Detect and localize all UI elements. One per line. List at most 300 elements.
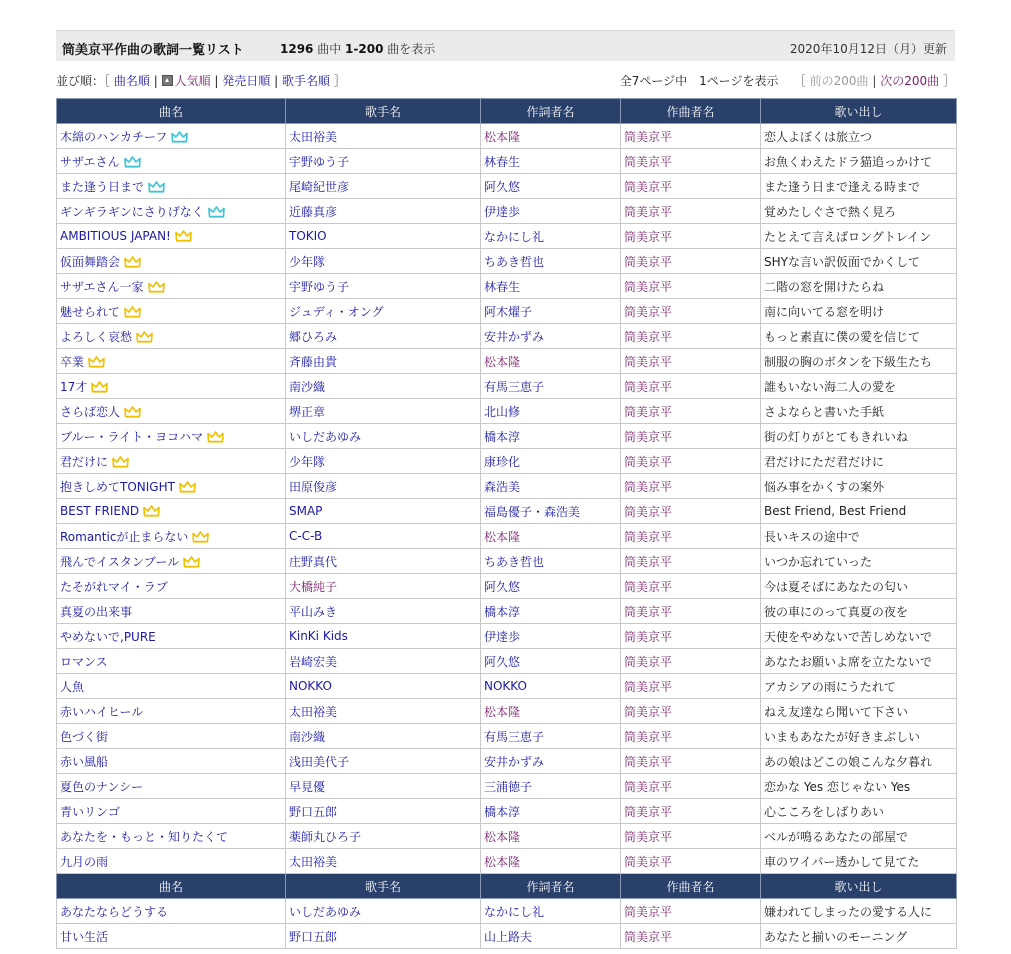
composer-link[interactable]: 筒美京平: [624, 204, 673, 219]
song-title-link[interactable]: あなたならどうする: [60, 904, 169, 919]
lyricist-cell: [481, 349, 621, 374]
composer-cell: [621, 474, 761, 499]
singer-link[interactable]: TOKIO: [289, 229, 327, 243]
singer-link[interactable]: 田原俊彦: [289, 479, 338, 494]
song-title-link[interactable]: ギンギラギンにさりげなく: [60, 204, 204, 219]
composer-cell: [621, 649, 761, 674]
opening-lyrics: お魚くわえたドラ猫追っかけて: [764, 154, 933, 169]
composer-link[interactable]: 筒美京平: [624, 504, 673, 519]
table-row: [57, 524, 957, 549]
composer-cell: [621, 624, 761, 649]
composer-cell: [621, 349, 761, 374]
table-row: [57, 649, 957, 674]
total-count: 1296: [280, 42, 314, 56]
lyricist-link[interactable]: 安井かずみ: [484, 754, 545, 769]
singer-cell: [286, 174, 481, 199]
composer-link[interactable]: 筒美京平: [624, 529, 673, 544]
composer-link[interactable]: 筒美京平: [624, 379, 673, 394]
composer-cell: [621, 599, 761, 624]
opening-cell: [761, 124, 957, 149]
opening-cell: [761, 924, 957, 949]
singer-cell: [286, 474, 481, 499]
singer-cell: [286, 374, 481, 399]
song-title-link[interactable]: やめないで,PURE: [60, 629, 156, 644]
singer-link[interactable]: 南沙織: [289, 729, 326, 744]
lyricist-cell: [481, 549, 621, 574]
lyricist-cell: [481, 399, 621, 424]
opening-lyrics: 恋人よぼくは旅立つ: [764, 129, 873, 144]
opening-lyrics: 街の灯りがとてもきれいね: [764, 429, 909, 444]
singer-cell: [286, 349, 481, 374]
composer-link[interactable]: 筒美京平: [624, 629, 673, 644]
count-end: 曲を表示: [383, 42, 436, 56]
lyricist-link[interactable]: 松本隆: [484, 854, 521, 869]
lyricist-link[interactable]: 松本隆: [484, 529, 521, 544]
singer-link[interactable]: 太田裕美: [289, 129, 338, 144]
sort-separator: |: [214, 74, 219, 88]
singer-cell: [286, 124, 481, 149]
lyricist-cell: [481, 824, 621, 849]
opening-cell: [761, 524, 957, 549]
composer-cell: [621, 299, 761, 324]
composer-link[interactable]: 筒美京平: [624, 904, 673, 919]
lyricist-link[interactable]: なかにし礼: [484, 904, 545, 919]
title-cell: [57, 624, 286, 649]
lyricist-link[interactable]: 阿木燿子: [484, 304, 533, 319]
composer-link[interactable]: 筒美京平: [624, 679, 673, 694]
table-row: [57, 174, 957, 199]
lyricist-link[interactable]: 松本隆: [484, 354, 521, 369]
singer-link[interactable]: 尾崎紀世彦: [289, 179, 350, 194]
song-title-link[interactable]: たそがれマイ・ラブ: [60, 579, 168, 594]
composer-link[interactable]: 筒美京平: [624, 429, 673, 444]
table-row: [57, 349, 957, 374]
song-title-link[interactable]: 真夏の出来事: [60, 604, 133, 619]
crown-icon: [124, 406, 141, 418]
singer-link[interactable]: 少年隊: [289, 254, 326, 269]
opening-cell: [761, 249, 957, 274]
column-header: 歌い出し: [761, 874, 957, 899]
title-cell: [57, 124, 286, 149]
title-cell: [57, 774, 286, 799]
composer-cell: [621, 174, 761, 199]
opening-lyrics: アカシアの雨にうたれて: [764, 679, 896, 694]
table-row: [57, 624, 957, 649]
lyricist-link[interactable]: 松本隆: [484, 704, 521, 719]
composer-link[interactable]: 筒美京平: [624, 829, 673, 844]
title-cell: [57, 849, 286, 874]
song-title-link[interactable]: ブルー・ライト・ヨコハマ: [60, 429, 204, 444]
singer-cell: [286, 749, 481, 774]
lyricist-link[interactable]: 橋本淳: [484, 804, 521, 819]
singer-link[interactable]: 南沙織: [289, 379, 326, 394]
song-title-link[interactable]: 人魚: [60, 679, 85, 694]
title-cell: [57, 324, 286, 349]
singer-link[interactable]: SMAP: [289, 504, 323, 518]
composer-link[interactable]: 筒美京平: [624, 404, 673, 419]
song-title-link[interactable]: 仮面舞踏会: [60, 254, 121, 269]
song-title-link[interactable]: よろしく哀愁: [60, 329, 133, 344]
singer-cell: [286, 924, 481, 949]
title-cell: [57, 524, 286, 549]
composer-link[interactable]: 筒美京平: [624, 779, 673, 794]
song-title-link[interactable]: 卒業: [60, 354, 85, 369]
lyricist-cell: [481, 724, 621, 749]
opening-cell: [761, 349, 957, 374]
composer-cell: [621, 124, 761, 149]
song-title-link[interactable]: あなたを・もっと・知りたくて: [60, 829, 229, 844]
crown-icon: [192, 531, 209, 543]
opening-cell: [761, 324, 957, 349]
lyricist-link[interactable]: 三浦徳子: [484, 779, 533, 794]
song-title-link[interactable]: 抱きしめてTONIGHT: [60, 479, 175, 494]
lyricist-link[interactable]: 橋本淳: [484, 429, 521, 444]
lyricist-link[interactable]: 森浩美: [484, 479, 521, 494]
composer-cell: [621, 924, 761, 949]
composer-link[interactable]: 筒美京平: [624, 304, 673, 319]
composer-link[interactable]: 筒美京平: [624, 579, 673, 594]
singer-link[interactable]: 薬師丸ひろ子: [289, 829, 362, 844]
composer-cell: [621, 574, 761, 599]
composer-cell: [621, 324, 761, 349]
composer-cell: [621, 224, 761, 249]
singer-link[interactable]: いしだあゆみ: [289, 904, 362, 919]
singer-link[interactable]: いしだあゆみ: [289, 429, 362, 444]
singer-cell: [286, 524, 481, 549]
lyricist-cell: [481, 799, 621, 824]
table-row: [57, 774, 957, 799]
opening-lyrics: 天使をやめないで苦しめないで: [764, 629, 933, 644]
table-row: [57, 824, 957, 849]
lyricist-link[interactable]: NOKKO: [484, 679, 527, 693]
singer-link[interactable]: 少年隊: [289, 454, 326, 469]
lyricist-cell: [481, 424, 621, 449]
lyricist-cell: [481, 924, 621, 949]
table-row: [57, 599, 957, 624]
singer-link[interactable]: 浅田美代子: [289, 754, 350, 769]
table-row: [57, 249, 957, 274]
lyricist-link[interactable]: 橋本淳: [484, 604, 521, 619]
lyricist-cell: [481, 499, 621, 524]
singer-link[interactable]: ジュディ・オング: [289, 304, 384, 319]
singer-link[interactable]: 庄野真代: [289, 554, 338, 569]
singer-link[interactable]: NOKKO: [289, 679, 332, 693]
title-cell: [57, 424, 286, 449]
composer-link[interactable]: 筒美京平: [624, 329, 673, 344]
title-cell: [57, 274, 286, 299]
opening-lyrics: また逢う日まで逢える時まで: [764, 179, 921, 194]
singer-cell: [286, 599, 481, 624]
singer-link[interactable]: 宇野ゆう子: [289, 154, 350, 169]
lyricist-link[interactable]: 康珍化: [484, 454, 521, 469]
opening-cell: [761, 849, 957, 874]
opening-lyrics: あなたお願いよ席を立たないで: [764, 654, 933, 669]
sort-bar: [56, 72, 346, 89]
range-count: 1-200: [345, 42, 384, 56]
title-cell: [57, 799, 286, 824]
composer-cell: [621, 749, 761, 774]
lyricist-link[interactable]: 山上路夫: [484, 929, 533, 944]
composer-link[interactable]: 筒美京平: [624, 929, 673, 944]
singer-link[interactable]: KinKi Kids: [289, 629, 348, 643]
lyrics-table: [56, 98, 957, 949]
crown-icon: [171, 131, 188, 143]
opening-lyrics: いまもあなたが好きまぶしい: [764, 729, 921, 744]
opening-cell: [761, 674, 957, 699]
next-page-link[interactable]: 次の200曲: [880, 74, 940, 88]
composer-link[interactable]: 筒美京平: [624, 854, 673, 869]
column-header: 曲名: [57, 99, 286, 124]
lyricist-link[interactable]: ちあき哲也: [484, 554, 545, 569]
table-header-row: [57, 99, 957, 124]
opening-lyrics: SHYな言い訳仮面でかくして: [764, 254, 920, 269]
opening-lyrics: 君だけにただ君だけに: [764, 454, 885, 469]
lyricist-cell: [481, 849, 621, 874]
opening-cell: [761, 299, 957, 324]
opening-cell: [761, 649, 957, 674]
lyricist-cell: [481, 649, 621, 674]
lyricist-link[interactable]: 阿久悠: [484, 179, 521, 194]
composer-link[interactable]: 筒美京平: [624, 604, 673, 619]
crown-icon: [88, 356, 105, 368]
title-cell: [57, 699, 286, 724]
sort-active-icon: [162, 75, 173, 86]
lyricist-link[interactable]: 林春生: [484, 154, 521, 169]
composer-link[interactable]: 筒美京平: [624, 179, 673, 194]
composer-link[interactable]: 筒美京平: [624, 479, 673, 494]
title-cell: [57, 924, 286, 949]
lyricist-cell: [481, 774, 621, 799]
singer-cell: [286, 574, 481, 599]
opening-cell: [761, 799, 957, 824]
singer-link[interactable]: 斉藤由貴: [289, 354, 338, 369]
singer-link[interactable]: 大橋純子: [289, 579, 338, 594]
composer-link[interactable]: 筒美京平: [624, 754, 673, 769]
title-cell: [57, 299, 286, 324]
sort-by-title-link[interactable]: 曲名順: [113, 74, 150, 88]
opening-cell: [761, 199, 957, 224]
song-title-link[interactable]: 17才: [60, 379, 88, 394]
title-cell: [57, 674, 286, 699]
lyricist-link[interactable]: 林春生: [484, 279, 521, 294]
lyricist-cell: [481, 299, 621, 324]
opening-lyrics: 恋かな Yes 恋じゃない Yes: [764, 779, 911, 794]
lyricist-cell: [481, 224, 621, 249]
song-title-link[interactable]: 飛んでイスタンブール: [60, 554, 180, 569]
singer-cell: [286, 824, 481, 849]
sort-suffix: ］: [333, 74, 346, 88]
lyricist-link[interactable]: なかにし礼: [484, 229, 545, 244]
singer-link[interactable]: 堺正章: [289, 404, 326, 419]
lyricist-cell: [481, 449, 621, 474]
opening-cell: [761, 274, 957, 299]
opening-lyrics: 覚めたしぐさで熱く見ろ: [764, 204, 897, 219]
sort-separator: |: [274, 74, 279, 88]
opening-cell: [761, 824, 957, 849]
singer-cell: [286, 674, 481, 699]
opening-cell: [761, 374, 957, 399]
opening-lyrics: 誰もいない海二人の愛を: [764, 379, 897, 394]
sort-prefix: 並び順：［: [56, 74, 111, 88]
updated-date: 2020年10月12日（月）更新: [789, 42, 947, 56]
title-cell: [57, 374, 286, 399]
opening-lyrics: ねえ友達なら聞いて下さい: [764, 704, 909, 719]
lyricist-link[interactable]: 伊達歩: [484, 204, 521, 219]
lyricist-cell: [481, 374, 621, 399]
composer-link[interactable]: 筒美京平: [624, 704, 673, 719]
singer-link[interactable]: 太田裕美: [289, 854, 338, 869]
composer-link[interactable]: 筒美京平: [624, 154, 673, 169]
table-row: [57, 399, 957, 424]
crown-icon: [91, 381, 108, 393]
composer-link[interactable]: 筒美京平: [624, 729, 673, 744]
composer-link[interactable]: 筒美京平: [624, 804, 673, 819]
title-cell: [57, 174, 286, 199]
composer-cell: [621, 899, 761, 924]
song-title-link[interactable]: 九月の雨: [60, 854, 109, 869]
crown-icon: [183, 556, 200, 568]
opening-lyrics: 心こころをしばりあい: [764, 804, 885, 819]
singer-cell: [286, 449, 481, 474]
composer-cell: [621, 449, 761, 474]
singer-link[interactable]: 岩崎宏美: [289, 654, 338, 669]
singer-link[interactable]: 平山みき: [289, 604, 338, 619]
table-row: [57, 499, 957, 524]
column-header: 作曲者名: [621, 99, 761, 124]
sort-by-singer-link[interactable]: 歌手名順: [282, 74, 331, 88]
opening-lyrics: さよならと書いた手紙: [764, 404, 885, 419]
opening-cell: [761, 499, 957, 524]
opening-cell: [761, 474, 957, 499]
song-title-link[interactable]: BEST FRIEND: [60, 504, 140, 518]
song-title-link[interactable]: ロマンス: [60, 654, 108, 669]
opening-lyrics: 長いキスの途中で: [764, 529, 860, 544]
composer-link[interactable]: 筒美京平: [624, 354, 673, 369]
song-title-link[interactable]: サザエさん一家: [60, 279, 144, 294]
song-title-link[interactable]: 青いリンゴ: [60, 804, 121, 819]
song-title-link[interactable]: 夏色のナンシー: [60, 779, 144, 794]
opening-lyrics: あなたと揃いのモーニング: [764, 929, 908, 944]
composer-cell: [621, 499, 761, 524]
lyricist-link[interactable]: 有馬三恵子: [484, 729, 545, 744]
singer-link[interactable]: 近藤真彦: [289, 204, 338, 219]
singer-link[interactable]: 野口五郎: [289, 804, 338, 819]
lyricist-link[interactable]: 安井かずみ: [484, 329, 545, 344]
song-title-link[interactable]: また逢う日まで: [60, 179, 145, 194]
table-row: [57, 274, 957, 299]
song-title-link[interactable]: サザエさん: [60, 154, 120, 169]
song-title-link[interactable]: 赤いハイヒール: [60, 704, 144, 719]
crown-icon: [124, 306, 141, 318]
composer-cell: [621, 824, 761, 849]
song-title-link[interactable]: 木綿のハンカチーフ: [60, 129, 168, 144]
composer-link[interactable]: 筒美京平: [624, 254, 673, 269]
crown-icon: [179, 481, 196, 493]
song-title-link[interactable]: 君だけに: [60, 454, 109, 469]
song-title-link[interactable]: 魅せられて: [60, 304, 121, 319]
composer-link[interactable]: 筒美京平: [624, 654, 673, 669]
lyricist-link[interactable]: ちあき哲也: [484, 254, 545, 269]
opening-cell: [761, 774, 957, 799]
lyricist-link[interactable]: 有馬三恵子: [484, 379, 545, 394]
column-header: 歌手名: [286, 874, 481, 899]
lyricist-link[interactable]: 松本隆: [484, 829, 521, 844]
sort-by-popularity-link[interactable]: 人気順: [174, 74, 211, 88]
lyricist-link[interactable]: 阿久悠: [484, 654, 521, 669]
lyricist-link[interactable]: 伊達歩: [484, 629, 521, 644]
title-cell: [57, 249, 286, 274]
singer-link[interactable]: 宇野ゆう子: [289, 279, 350, 294]
crown-icon: [208, 206, 225, 218]
table-row: [57, 799, 957, 824]
opening-lyrics: たとえて言えばロングトレイン: [764, 229, 932, 244]
song-title-link[interactable]: 甘い生活: [60, 929, 109, 944]
singer-link[interactable]: C-C-B: [289, 529, 323, 543]
table-row: [57, 374, 957, 399]
opening-lyrics: いつか忘れていった: [764, 554, 873, 569]
sort-by-release-link[interactable]: 発売日順: [222, 74, 271, 88]
table-row: [57, 549, 957, 574]
singer-link[interactable]: 太田裕美: [289, 704, 338, 719]
opening-lyrics: 南に向いてる窓を明け: [764, 304, 885, 319]
crown-icon: [207, 431, 224, 443]
song-title-link[interactable]: AMBITIOUS JAPAN!: [60, 229, 171, 243]
title-cell: [57, 749, 286, 774]
opening-cell: [761, 599, 957, 624]
singer-cell: [286, 549, 481, 574]
table-row: [57, 149, 957, 174]
lyricist-cell: [481, 749, 621, 774]
lyricist-cell: [481, 624, 621, 649]
song-title-link[interactable]: Romanticが止まらない: [60, 529, 189, 544]
title-cell: [57, 724, 286, 749]
composer-cell: [621, 399, 761, 424]
lyricist-cell: [481, 199, 621, 224]
composer-link[interactable]: 筒美京平: [624, 554, 673, 569]
title-cell: [57, 499, 286, 524]
lyricist-link[interactable]: 福島優子・森浩美: [484, 504, 581, 519]
lyricist-link[interactable]: 北山修: [484, 404, 521, 419]
lyricist-link[interactable]: 松本隆: [484, 129, 521, 144]
table-row: [57, 899, 957, 924]
lyricist-cell: [481, 574, 621, 599]
opening-lyrics: 彼の車にのって真夏の夜を: [764, 604, 908, 619]
song-title-link[interactable]: 赤い風船: [60, 754, 109, 769]
title-cell: [57, 549, 286, 574]
table-row: [57, 724, 957, 749]
composer-cell: [621, 724, 761, 749]
composer-cell: [621, 549, 761, 574]
composer-link[interactable]: 筒美京平: [624, 279, 673, 294]
pager-close: ］: [942, 74, 955, 88]
crown-icon: [175, 230, 192, 242]
page-title: 筒美京平作曲の歌詞一覧リスト: [62, 43, 244, 58]
singer-link[interactable]: 郷ひろみ: [289, 329, 338, 344]
table-row: [57, 199, 957, 224]
song-title-link[interactable]: 色づく街: [60, 729, 109, 744]
singer-link[interactable]: 早見優: [289, 779, 326, 794]
song-title-link[interactable]: さらば恋人: [60, 404, 121, 419]
singer-link[interactable]: 野口五郎: [289, 929, 338, 944]
opening-lyrics: ベルが鳴るあなたの部屋で: [764, 829, 909, 844]
result-count: [280, 40, 435, 57]
composer-link[interactable]: 筒美京平: [624, 129, 673, 144]
composer-link[interactable]: 筒美京平: [624, 454, 673, 469]
lyricist-link[interactable]: 阿久悠: [484, 579, 521, 594]
opening-cell: [761, 399, 957, 424]
singer-cell: [286, 774, 481, 799]
composer-link[interactable]: 筒美京平: [624, 229, 673, 244]
